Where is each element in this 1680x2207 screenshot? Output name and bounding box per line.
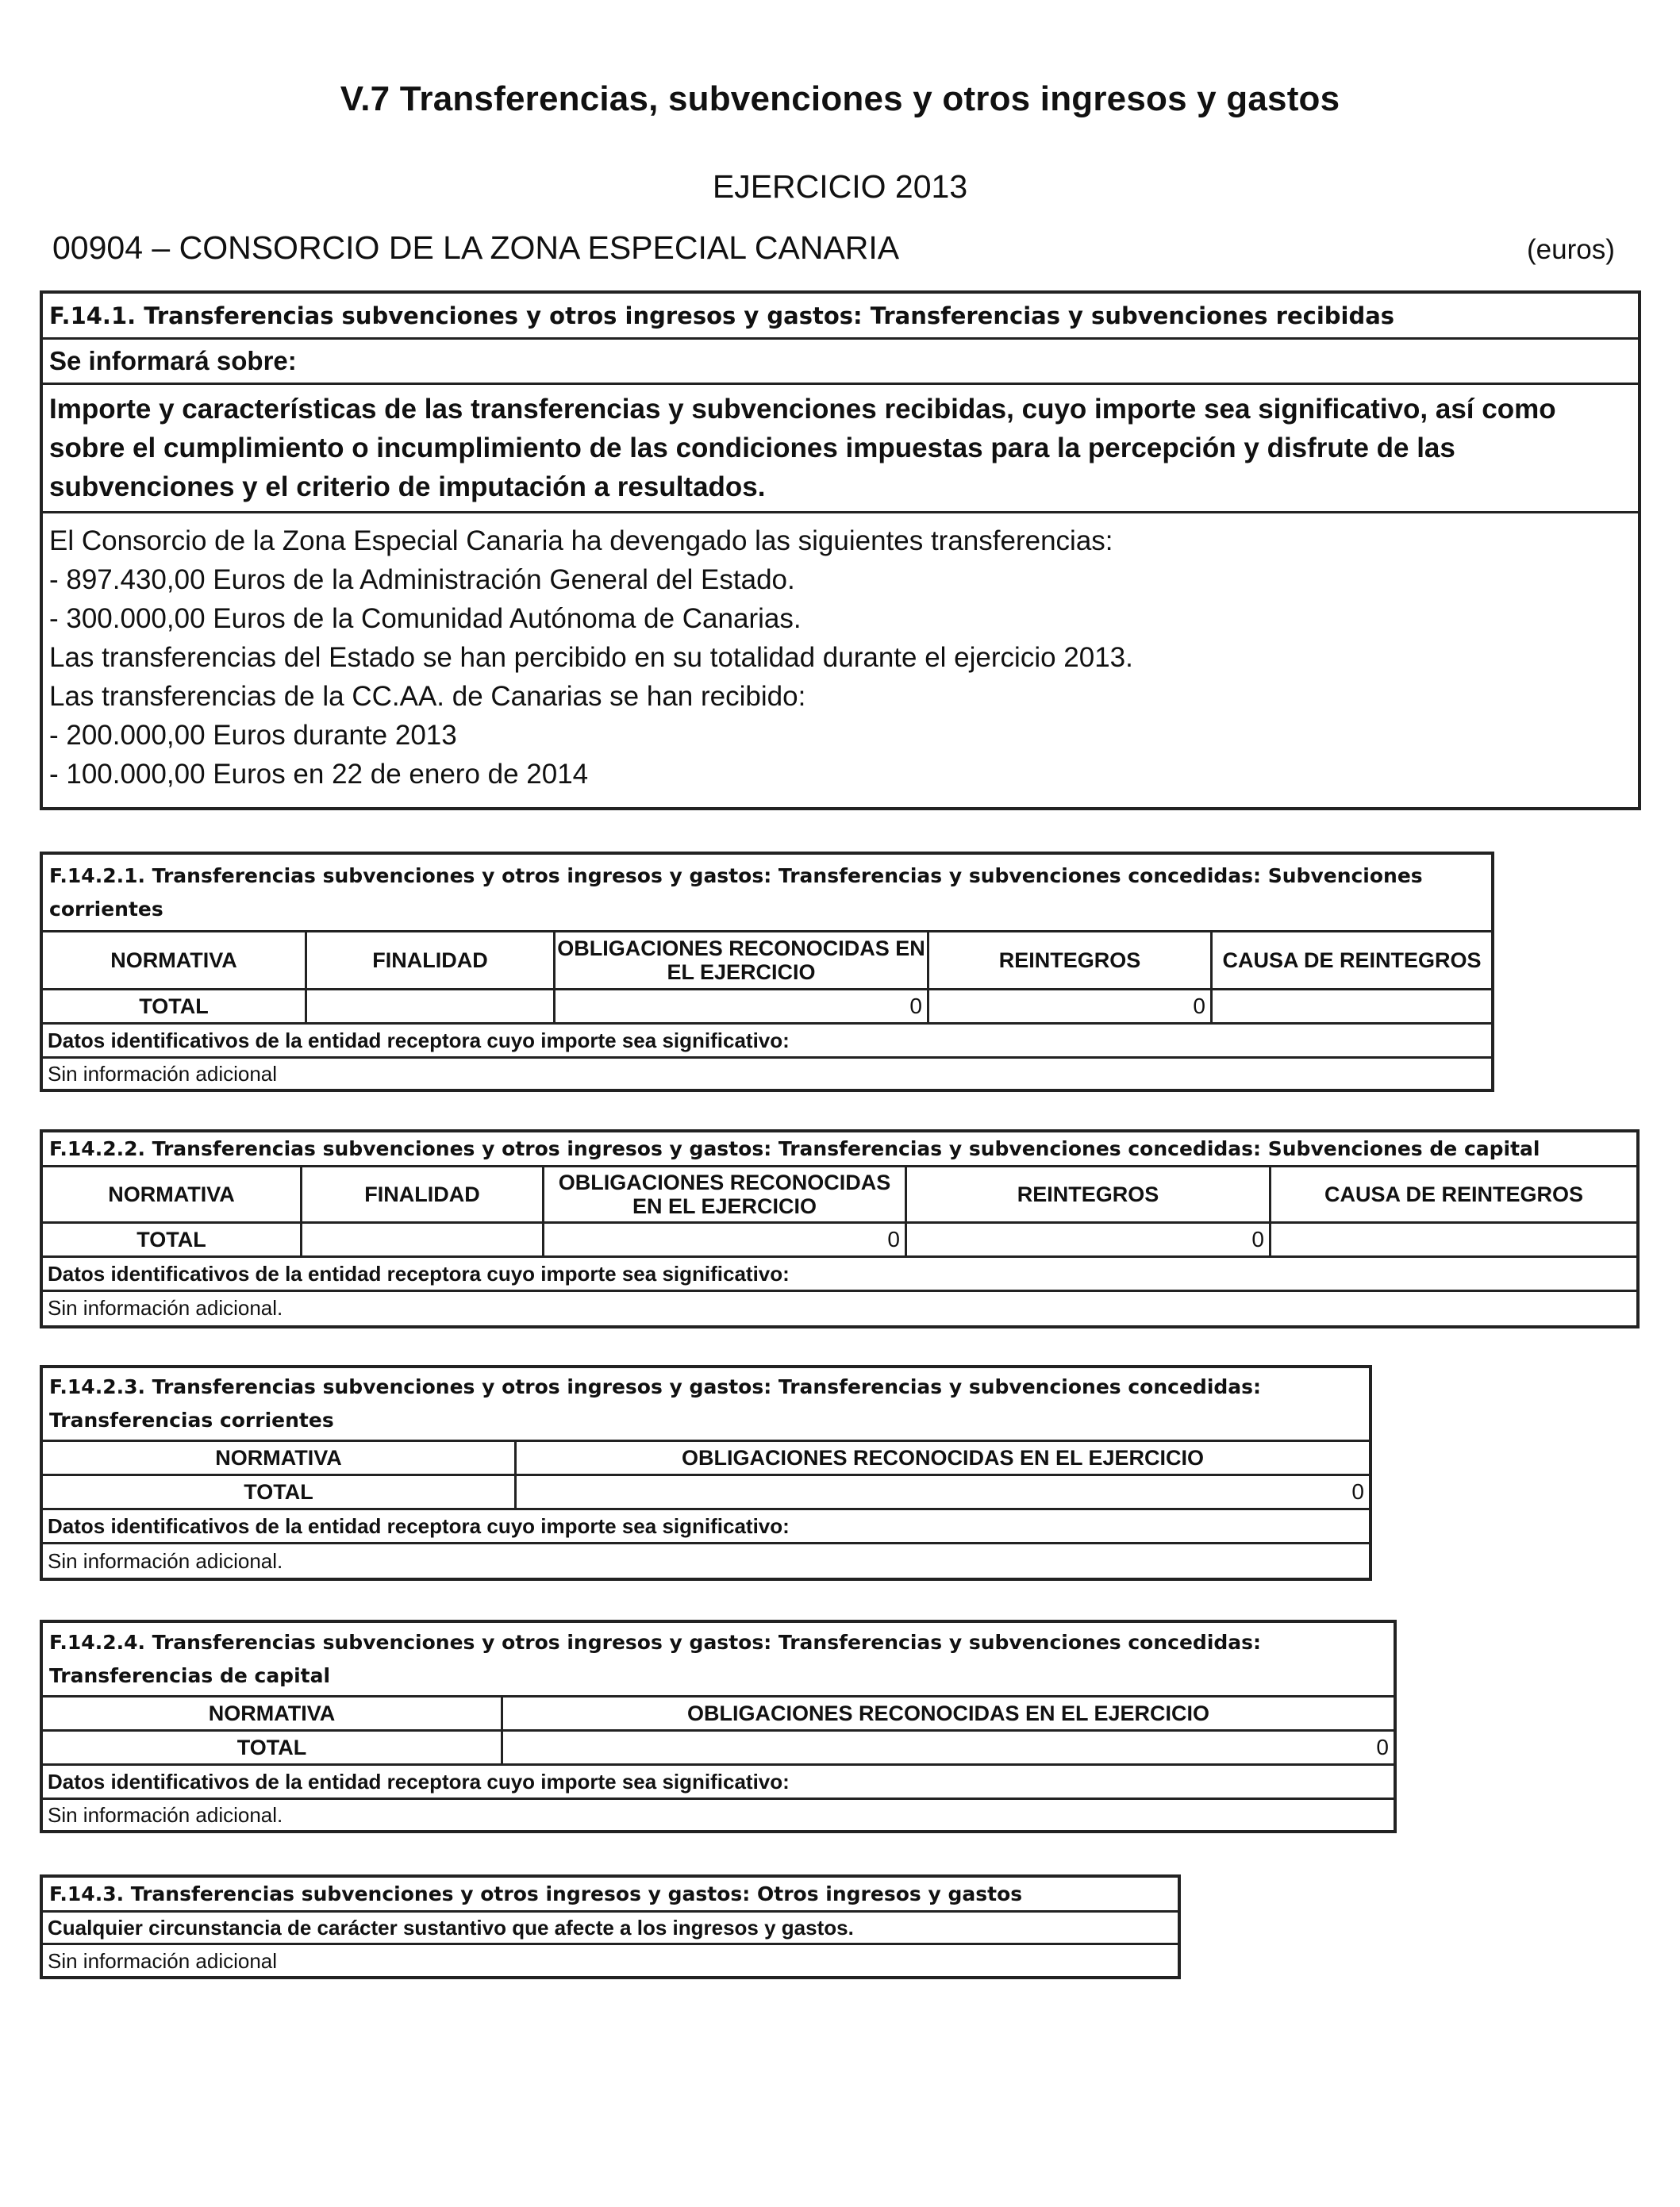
section-description: Importe y características de las transferencias y subvenciones recibidas, cuyo importe sea significativo, así como sobre el cumplimiento o incumplimiento de las condiciones impuestas para la percepción y disfrute de las subvenciones y el criterio de imputación a resultados. <box>43 385 1638 513</box>
inform-label: Se informará sobre: <box>43 340 1638 385</box>
total-finalidad <box>307 990 556 1022</box>
table-row-total <box>43 1224 1636 1258</box>
body-line: - 200.000,00 Euros durante 2013 <box>49 720 457 751</box>
section-f14-2-4 <box>40 1620 1397 1833</box>
total-label: TOTAL <box>43 990 307 1022</box>
info-label: Datos identificativos de la entidad receptora cuyo importe sea significativo: <box>43 1025 1491 1059</box>
page-title: V.7 Transferencias, subvenciones y otros ingresos y gastos <box>340 79 1340 118</box>
column-header: FINALIDAD <box>302 1167 544 1221</box>
column-header: CAUSA DE REINTEGROS <box>1222 948 1482 972</box>
total-reintegros: 0 <box>907 1224 1271 1255</box>
body-line: Las transferencias de la CC.AA. de Canarias se han recibido: <box>49 681 806 712</box>
entity-name: 00904 – CONSORCIO DE LA ZONA ESPECIAL CANARIA <box>52 229 900 266</box>
section-f14-2-2 <box>40 1129 1640 1328</box>
info-value: Sin información adicional. <box>48 1548 283 1573</box>
section-f14-1 <box>40 290 1641 810</box>
info-value: Sin información adicional. <box>48 1803 283 1827</box>
info-label: Cualquier circunstancia de carácter sustantivo que afecte a los ingresos y gastos. <box>43 1913 1178 1945</box>
info-label: Datos identificativos de la entidad receptora cuyo importe sea significativo: <box>43 1766 1394 1800</box>
column-header: NORMATIVA <box>43 932 307 988</box>
column-header: OBLIGACIONES RECONOCIDAS EN EL EJERCICIO <box>681 1446 1205 1470</box>
column-header: OBLIGACIONES RECONOCIDAS EN EL EJERCICIO <box>686 1701 1210 1725</box>
total-obligaciones: 0 <box>544 1224 907 1255</box>
section-body <box>43 513 1638 802</box>
body-line: Las transferencias del Estado se han percibido en su totalidad durante el ejercicio 2013. <box>49 642 1133 673</box>
info-value: Sin información adicional <box>48 1948 278 1973</box>
body-line: - 300.000,00 Euros de la Comunidad Autónoma de Canarias. <box>49 603 802 634</box>
total-causa <box>1213 990 1491 1022</box>
body-line: - 897.430,00 Euros de la Administración General del Estado. <box>49 564 795 595</box>
section-f14-3 <box>40 1874 1181 1979</box>
section-f14-2-3 <box>40 1365 1372 1581</box>
section-heading: F.14.2.1. Transferencias subvenciones y otros ingresos y gastos: Transferencias y subvenciones concedidas: Subvenciones corrientes <box>43 855 1491 932</box>
column-header: REINTEGROS <box>929 932 1213 988</box>
column-header: REINTEGROS <box>907 1167 1271 1221</box>
info-value: Sin información adicional. <box>48 1295 283 1320</box>
table-header-row <box>43 932 1491 990</box>
section-heading: F.14.3. Transferencias subvenciones y otros ingresos y gastos: Otros ingresos y gastos <box>43 1878 1178 1913</box>
total-label: TOTAL <box>43 1732 503 1763</box>
total-label: TOTAL <box>43 1224 302 1255</box>
total-obligaciones: 0 <box>556 990 929 1022</box>
table-header-row <box>43 1167 1636 1224</box>
table-header-row <box>43 1442 1369 1476</box>
table-row-total <box>43 990 1491 1025</box>
info-label: Datos identificativos de la entidad receptora cuyo importe sea significativo: <box>43 1258 1636 1292</box>
body-line: El Consorcio de la Zona Especial Canaria ha devengado las siguientes transferencias: <box>49 525 1113 556</box>
column-header: NORMATIVA <box>43 1167 302 1221</box>
total-obligaciones: 0 <box>1376 1735 1389 1759</box>
total-obligaciones: 0 <box>1351 1479 1364 1504</box>
section-f14-2-1 <box>40 852 1494 1092</box>
column-header: CAUSA DE REINTEGROS <box>1324 1182 1584 1206</box>
info-label: Datos identificativos de la entidad receptora cuyo importe sea significativo: <box>43 1510 1369 1544</box>
fiscal-year: EJERCICIO 2013 <box>712 168 968 205</box>
total-reintegros: 0 <box>929 990 1213 1022</box>
section-heading: F.14.2.2. Transferencias subvenciones y otros ingresos y gastos: Transferencias y subvenciones concedidas: Subvenciones de capital <box>43 1132 1636 1167</box>
column-header: OBLIGACIONES RECONOCIDAS EN EL EJERCICIO <box>556 932 929 988</box>
table-header-row <box>43 1698 1394 1732</box>
column-header: OBLIGACIONES RECONOCIDAS EN EL EJERCICIO <box>544 1167 907 1221</box>
section-heading: F.14.1. Transferencias subvenciones y otros ingresos y gastos: Transferencias y subvenciones recibidas <box>43 294 1638 340</box>
info-value: Sin información adicional <box>48 1061 278 1086</box>
column-header: NORMATIVA <box>43 1698 503 1729</box>
section-heading: F.14.2.3. Transferencias subvenciones y otros ingresos y gastos: Transferencias y subvenciones concedidas: Transferencias corrientes <box>43 1368 1369 1442</box>
body-line: - 100.000,00 Euros en 22 de enero de 2014 <box>49 759 589 790</box>
total-finalidad <box>302 1224 544 1255</box>
table-row-total <box>43 1732 1394 1766</box>
section-heading: F.14.2.4. Transferencias subvenciones y otros ingresos y gastos: Transferencias y subvenciones concedidas: Transferencias de capital <box>43 1623 1394 1698</box>
total-label: TOTAL <box>43 1476 517 1508</box>
currency-units: (euros) <box>1527 234 1615 265</box>
column-header: FINALIDAD <box>307 932 556 988</box>
column-header: NORMATIVA <box>43 1442 517 1474</box>
table-row-total <box>43 1476 1369 1510</box>
total-causa <box>1271 1224 1636 1255</box>
